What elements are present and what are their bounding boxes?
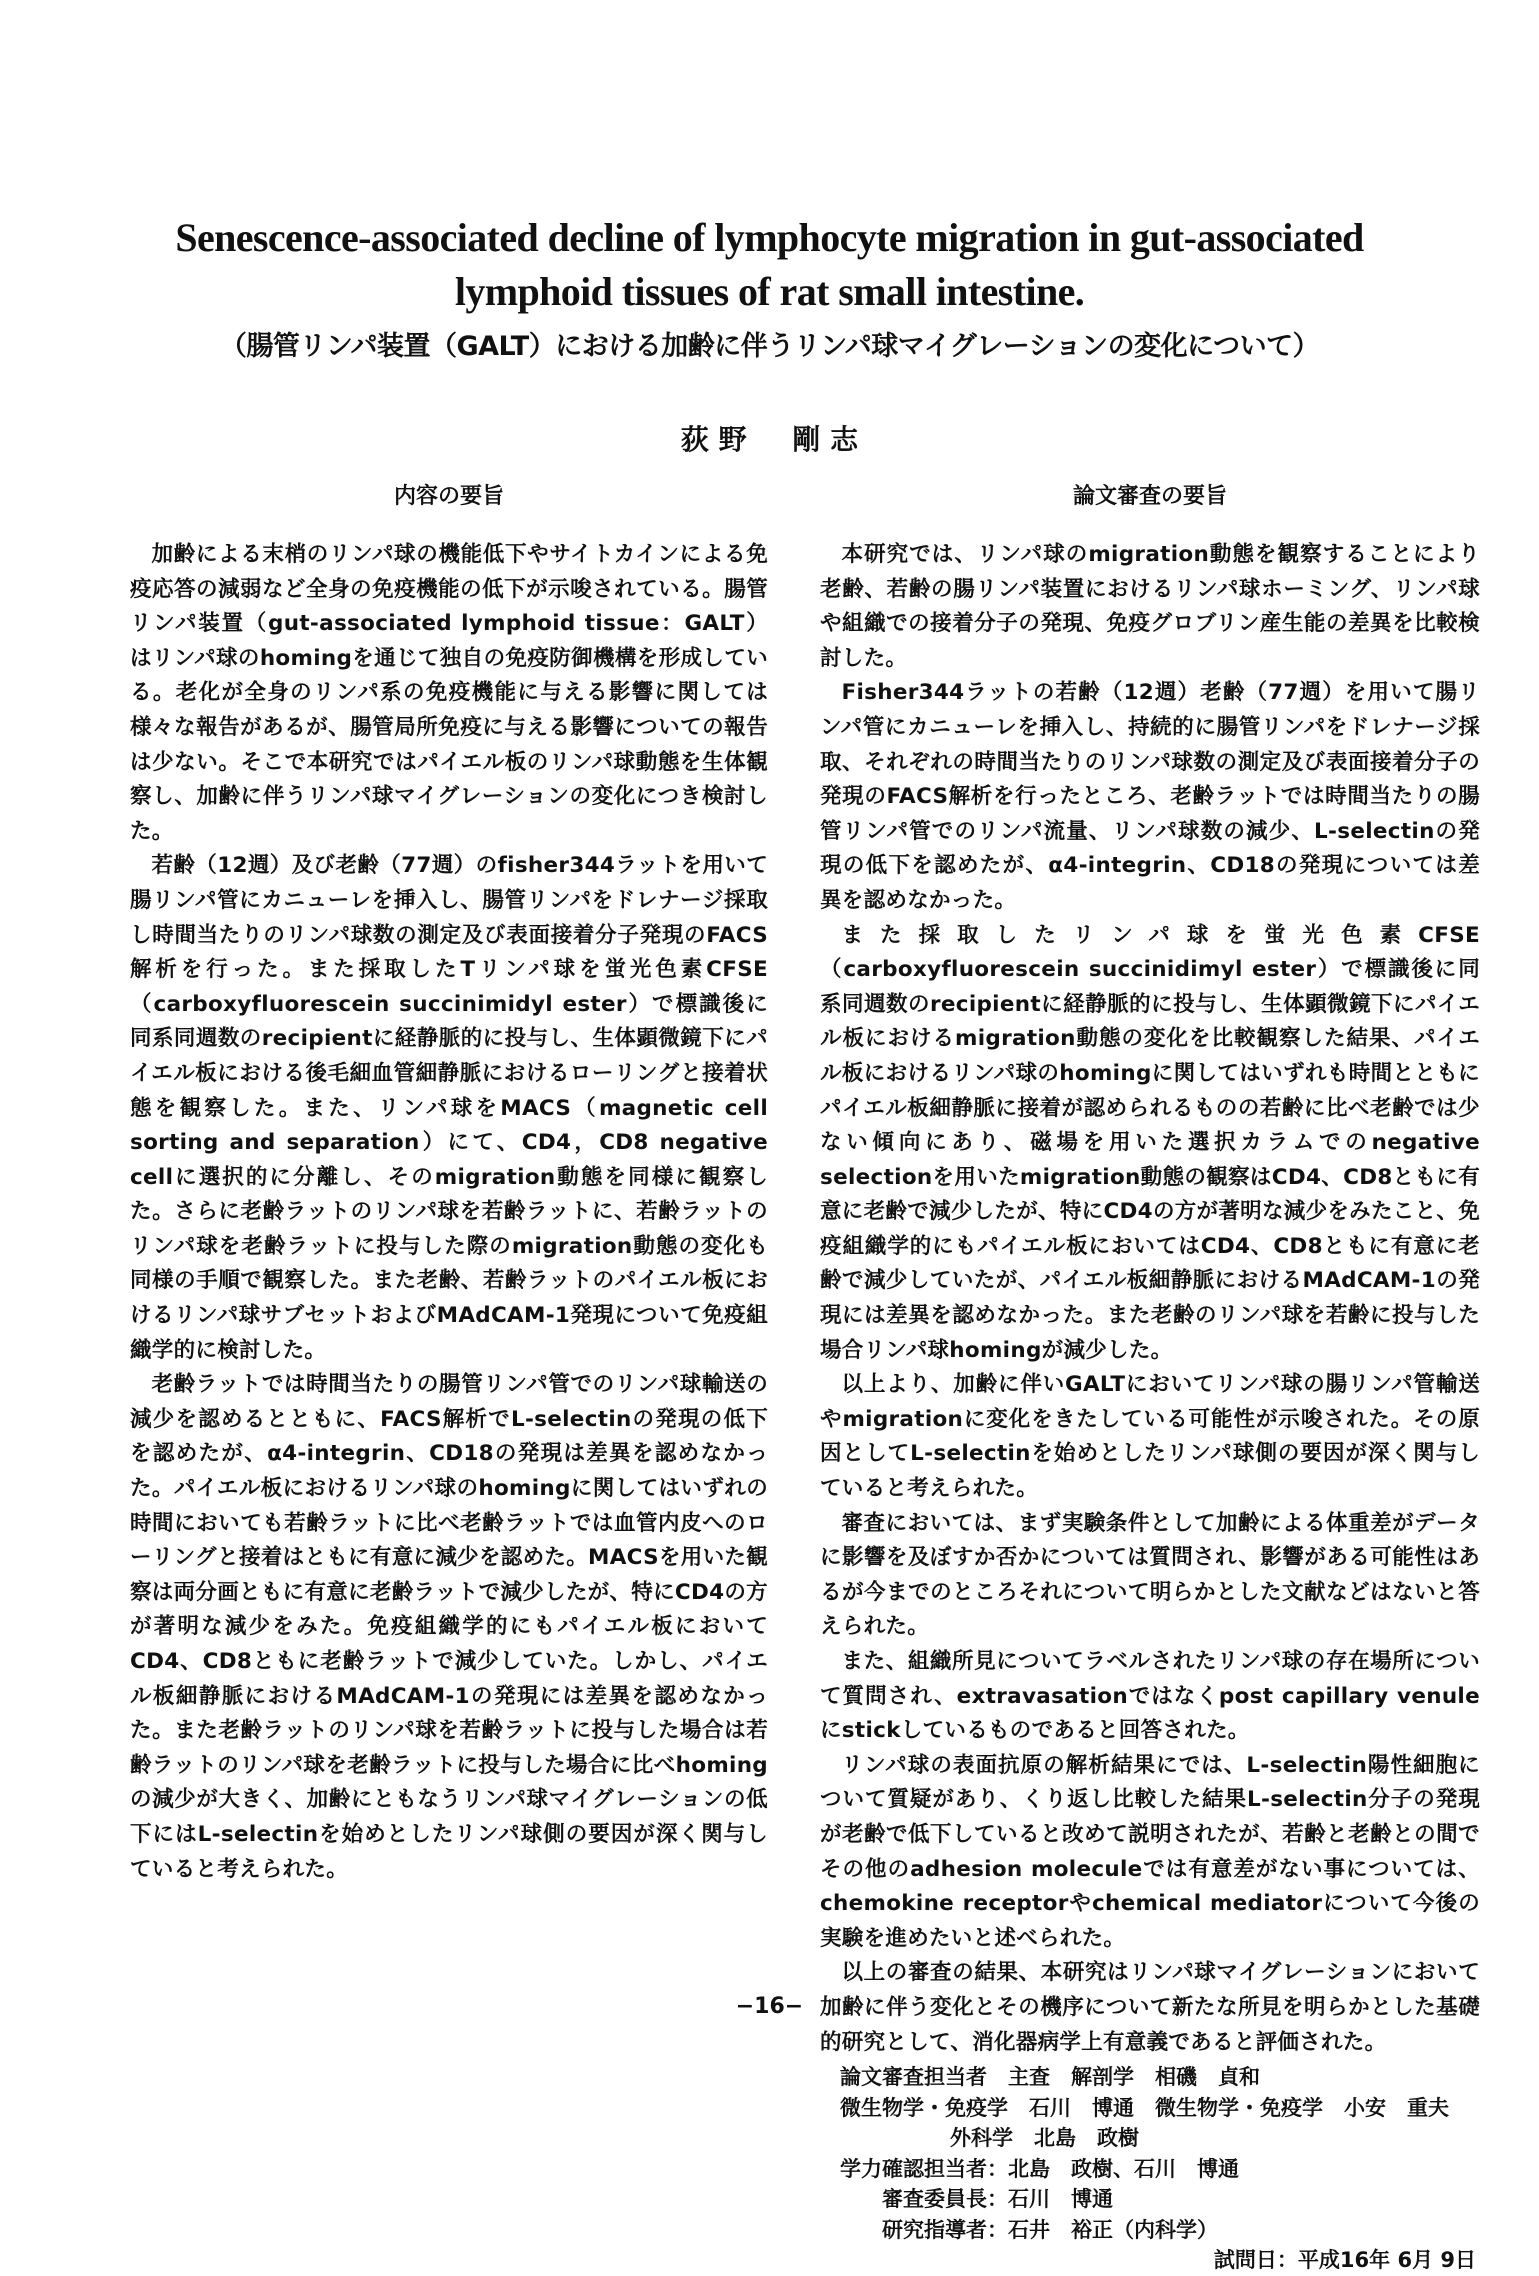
page-number: −16− [735, 1994, 804, 2019]
committee-list [820, 2062, 1480, 2276]
title-line-2: lymphoid tissues of rat small intestine. [454, 269, 1085, 314]
committee-line: 微生物学・免疫学 石川 博通 微生物学・免疫学 小安 重夫 [840, 2095, 1449, 2120]
review-paragraph: また採取したリンパ球を蛍光色素CFSE（carboxyfluorescein succinidimyl ester）で標識後に同系同週数のrecipientに経静脈的に投与し、生体顕微鏡下にパイエル板におけるmigration動態の変化を比較観察した結果、パイエル板におけるリンパ球のhomingに関してはいずれも時間とともにパイエル板細静脈に接着が認められるものの若齢に比べ老齢では少ない傾向にあり、磁場を用いた選択カラムでのnegative selectionを用いたmigration動態の観察はCD4、CD8ともに有意に老齢で減少したが、特にCD4の方が著明な減少をみたこと、免疫組織学的にもパイエル板においてはCD4、CD8ともに有意に老齢で減少していたが、パイエル板細静脈におけるMAdCAM-1の発現には差異を認めなかった。また老齢のリンパ球を若齢に投与した場合リンパ球homingが減少した。 [820, 922, 1480, 1363]
review-paragraph: 審査においては、まず実験条件として加齢による体重差がデータに影響を及ぼすか否かについては質問され、影響がある可能性はあるが今までのところそれについて明らかとした文献などはないと答えられた。 [820, 1510, 1480, 1640]
abstract-paragraph: 若齢（12週）及び老齢（77週）のfisher344ラットを用いて腸リンパ管にカニューレを挿入し、腸管リンパをドレナージ採取し時間当たりのリンパ球数の測定及び表面接着分子発現のFACS解析を行った。また採取したTリンパ球を蛍光色素CFSE（carboxyfluorescein succinimidyl ester）で標識後に同系同週数のrecipientに経静脈的に投与し、生体顕微鏡下にパイエル板における後毛細血管細静脈におけるローリングと接着状態を観察した。また、リンパ球をMACS（magnetic cell sorting and separation）にて、CD4，CD8 negative cellに選択的に分離し、そのmigration動態を同様に観察した。さらに老齢ラットのリンパ球を若齢ラットに、若齢ラットのリンパ球を老齢ラットに投与した際のmigration動態の変化も同様の手順で観察した。また老齢、若齢ラットのパイエル板におけるリンパ球サブセットおよびMAdCAM-1発現について免疫組織学的に検討した。 [130, 853, 768, 1363]
review-paragraph: 以上より、加齢に伴いGALTにおいてリンパ球の腸リンパ管輸送やmigrationに変化をきたしている可能性が示唆された。その原因としてL-selectinを始めとしたリンパ球側の要因が深く関与していると考えられた。 [820, 1372, 1480, 1502]
review-paragraph: Fisher344ラットの若齢（12週）老齢（77週）を用いて腸リンパ管にカニューレを挿入し、持続的に腸管リンパをドレナージ採取、それぞれの時間当たりのリンパ球数の測定及び表面接着分子の発現のFACS解析を行ったところ、老齢ラットでは時間当たりの腸管リンパ管でのリンパ流量、リンパ球数の減少、L-selectinの発現の低下を認めたが、α4-integrin、CD18の発現については差異を認めなかった。 [820, 680, 1480, 913]
review-paragraph: また、組織所見についてラベルされたリンパ球の存在場所について質問され、extravasationではなくpost capillary venuleにstickしているものであると回答された。 [820, 1649, 1480, 1744]
author-given-name: 剛 志 [792, 423, 859, 456]
review-paragraph: リンパ球の表面抗原の解析結果にでは、L-selectin陽性細胞について質疑があり、くり返し比較した結果L-selectin分子の発現が老齢で低下していると改めて説明されたが、若齢と老齢との間でその他のadhesion moleculeでは有意差がない事については、chemokine receptorやchemical mediatorについて今後の実験を進めたいと述べられた。 [820, 1752, 1480, 1951]
review-paragraph: 以上の審査の結果、本研究はリンパ球マイグレーションにおいて加齢に伴う変化とその機序について新たな所見を明らかとした基礎的研究として、消化器病学上有意義であると評価された。 [820, 1960, 1480, 2055]
committee-line: 審査委員長：石川 博通 [882, 2187, 1113, 2212]
abstract-paragraph: 老齢ラットでは時間当たりの腸管リンパ管でのリンパ球輸送の減少を認めるとともに、FACS解析でL-selectinの発現の低下を認めたが、α4-integrin、CD18の発現は差異を認めなかった。パイエル板におけるリンパ球のhomingに関してはいずれの時間においても若齢ラットに比べ老齢ラットでは血管内皮へのローリングと接着はともに有意に減少を認めた。MACSを用いた観察は両分画ともに有意に老齢ラットで減少したが、特にCD4の方が著明な減少をみた。免疫組織学的にもパイエル板においてCD4、CD8ともに老齢ラットで減少していた。しかし、パイエル板細静脈におけるMAdCAM-1の発現には差異を認めなかった。また老齢ラットのリンパ球を若齢ラットに投与した場合は若齢ラットのリンパ球を老齢ラットに投与した場合に比べhomingの減少が大きく、加齢にともなうリンパ球マイグレーションの低下にはL-selectinを始めとしたリンパ球側の要因が深く関与していると考えられた。 [130, 1372, 768, 1882]
review-paragraph: 本研究では、リンパ球のmigration動態を観察することにより老齢、若齢の腸リンパ装置におけるリンパ球ホーミング、リンパ球や組織での接着分子の発現、免疫グロブリン産生能の差異を比較検討した。 [820, 542, 1480, 671]
committee-line: 外科学 北島 政樹 [950, 2126, 1139, 2151]
title-line-1: Senescence-associated decline of lymphocyte migration in gut-associated [175, 215, 1364, 260]
abstract-heading: 内容の要旨 [393, 484, 504, 509]
exam-date: 試問日：平成16年 6月 9日 [1213, 2248, 1476, 2273]
committee-line: 論文審査担当者 主査 解剖学 相磯 貞和 [840, 2065, 1260, 2090]
author-name [0, 418, 1539, 458]
japanese-subtitle: （腸管リンパ装置（GALT）における加齢に伴うリンパ球マイグレーションの変化について） [219, 331, 1320, 362]
abstract-column [130, 480, 768, 1887]
review-heading: 論文審査の要旨 [1072, 484, 1227, 509]
committee-line: 学力確認担当者：北島 政樹、石川 博通 [840, 2156, 1239, 2181]
author-family-name: 荻 野 [680, 423, 747, 456]
committee-line: 研究指導者：石井 裕正（内科学） [882, 2217, 1218, 2242]
abstract-paragraph: 加齢による末梢のリンパ球の機能低下やサイトカインによる免疫応答の減弱など全身の免疫機能の低下が示唆されている。腸管リンパ装置（gut-associated lymphoid tissue：GALT）はリンパ球のhomingを通じて独自の免疫防御機構を形成している。老化が全身のリンパ系の免疫機能に与える影響に関しては様々な報告があるが、腸管局所免疫に与える影響についての報告は少ない。そこで本研究ではパイエル板のリンパ球動態を生体観察し、加齢に伴うリンパ球マイグレーションの変化につき検討した。 [130, 542, 768, 844]
